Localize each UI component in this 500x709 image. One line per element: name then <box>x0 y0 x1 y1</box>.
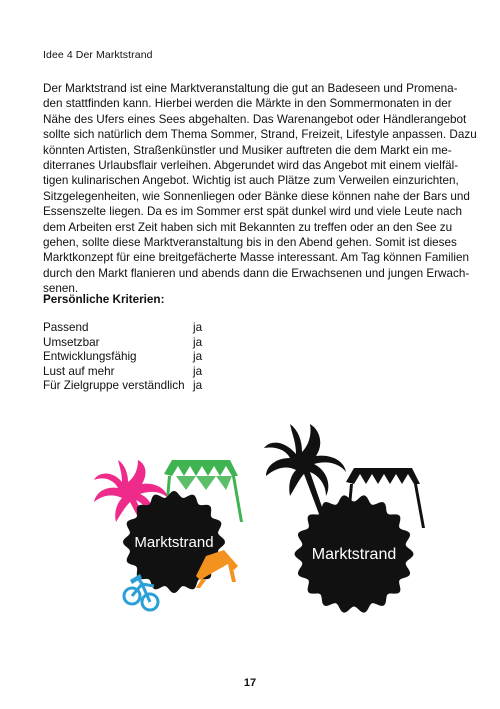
criteria-row <box>43 350 223 365</box>
body-paragraph <box>43 81 477 297</box>
criteria-value: ja <box>193 379 203 393</box>
paragraph-line: tigen kulinarischen Angebot. Wichtig ist auch Plätze zum Verweilen einzurichten, <box>43 174 459 188</box>
criteria-label: Umsetzbar <box>43 335 100 349</box>
page-number: 17 <box>243 677 257 689</box>
marktstrand-mono-logo <box>262 418 432 630</box>
paragraph-line: könnten Artisten, Straßenkünstler und Musiker auftreten die dem Markt ein me- <box>43 143 452 157</box>
criteria-row <box>43 365 223 380</box>
paragraph-line: sollte sich natürlich dem Thema Sommer, Strand, Freizeit, Lifestyle anpassen. Dazu <box>43 128 477 142</box>
paragraph-line: Marktkonzept für eine breitgefächerte Masse interessant. Am Tag können Familien <box>43 251 469 265</box>
criteria-label: Passend <box>43 321 89 334</box>
marktstrand-color-logo <box>92 452 252 627</box>
paragraph-line: gehen, sollte diese Marktveranstaltung bis in den Abend gehen. Somit ist dieses <box>43 236 457 250</box>
criteria-value: ja <box>193 335 203 349</box>
criteria-label: Lust auf mehr <box>43 364 115 378</box>
paragraph-line: senen. <box>43 282 79 296</box>
paragraph-line: dem Arbeiten erst Zeit haben sich mit Bekannten zu treffen oder an den See zu <box>43 220 453 234</box>
criteria-row <box>43 321 223 336</box>
criteria-value: ja <box>193 321 203 334</box>
criteria-row <box>43 379 223 394</box>
criteria-title: Persönliche Kriterien: <box>43 293 165 306</box>
criteria-label: Entwicklungsfähig <box>43 350 137 364</box>
paragraph-line: durch den Markt flanieren und abends dann die Erwachsenen und jungen Erwach- <box>43 266 470 280</box>
paragraph-line: den stattfinden kann. Hierbei werden die Märkte in den Sommermonaten in der <box>43 97 452 111</box>
page-heading: Idee 4 Der Marktstrand <box>43 49 153 61</box>
criteria-table <box>43 321 223 394</box>
logo-wordmark: Marktstrand <box>311 546 397 563</box>
logo-wordmark: Marktstrand <box>134 534 214 551</box>
criteria-label: Für Zielgruppe verständlich <box>43 379 185 393</box>
paragraph-line: Essenszelte liegen. Da es im Sommer erst spät dunkel wird und viele Leute nach <box>43 205 463 219</box>
paragraph-line: diterranes Urlaubsflair verleihen. Abgerundet wird das Angebot mit einem vielfäl- <box>43 159 459 173</box>
criteria-row <box>43 336 223 351</box>
criteria-value: ja <box>193 364 203 378</box>
paragraph-line: Sitzgelegenheiten, wie Sonnenliegen oder Bänke diese können nahe der Bars und <box>43 189 470 203</box>
criteria-value: ja <box>193 350 203 364</box>
paragraph-line: Nähe des Ufers eines Sees abgehalten. Das Warenangebot oder Händlerangebot <box>43 112 467 126</box>
paragraph-line: Der Marktstrand ist eine Marktveranstaltung die gut an Badeseen und Promena- <box>43 82 458 95</box>
